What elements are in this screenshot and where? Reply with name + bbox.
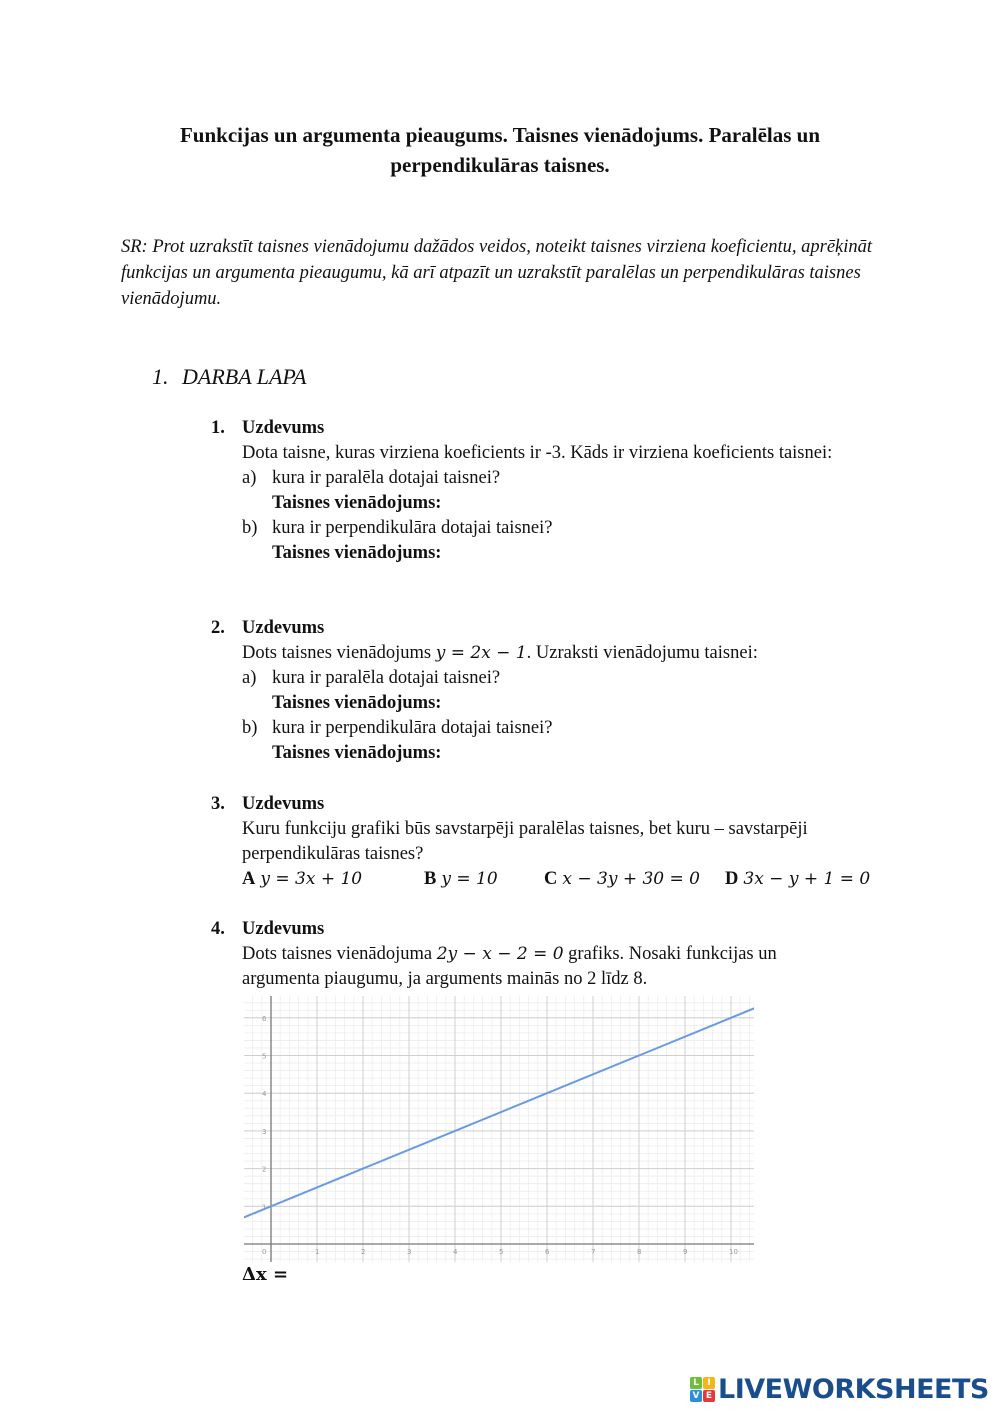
logo-tile: E: [703, 1390, 715, 1402]
minor-grid: [244, 996, 754, 1262]
svg-text:2: 2: [361, 1248, 366, 1256]
answer-label: Taisnes vienādojums:: [272, 693, 442, 713]
section-label: DARBA LAPA: [182, 364, 307, 389]
section-number: 1.: [152, 364, 169, 389]
logo-text: LIVEWORKSHEETS: [718, 1374, 989, 1405]
option-c: C x − 3y + 30 = 0: [544, 869, 700, 889]
svg-text:8: 8: [637, 1248, 642, 1256]
subitem-a: a) kura ir paralēla dotajai taisnei?: [242, 468, 501, 488]
subitem-b: b) kura ir perpendikulāra dotajai taisnei?: [242, 518, 553, 538]
svg-text:4: 4: [453, 1248, 458, 1256]
logo-tile: L: [690, 1377, 702, 1389]
equation: y = 2x − 1: [435, 643, 527, 663]
svg-text:1: 1: [315, 1248, 320, 1256]
svg-text:5: 5: [262, 1052, 267, 1061]
section-heading: [152, 364, 306, 390]
answer-options: [242, 867, 891, 892]
task-number: 3.: [211, 794, 225, 814]
task-heading: Uzdevums: [242, 794, 325, 814]
task-number: 2.: [211, 618, 225, 638]
svg-text:6: 6: [262, 1014, 267, 1023]
delta-x-answer: Δx =: [242, 1264, 289, 1285]
learning-objective: SR: Prot uzrakstīt taisnes vienādojumu dažādos veidos, noteikt taisnes virziena koeficientu, aprēķināt funkcijas un argumenta pieaugumu, kā arī atpazīt un uzrakstīt paralēlas un perpendikulāras taisnes vienādojumu.: [121, 237, 873, 309]
task-1: [211, 416, 891, 566]
task-text: Kuru funkciju grafiki būs savstarpēji paralēlas taisnes, bet kuru – savstarpēji perpendikulāras taisnes?: [242, 819, 808, 864]
subitem-b: b) kura ir perpendikulāra dotajai taisnei?: [242, 718, 553, 738]
svg-text:9: 9: [683, 1248, 688, 1256]
logo-tile: I: [703, 1377, 715, 1389]
svg-text:1: 1: [262, 1203, 267, 1212]
answer-label: Taisnes vienādojums:: [272, 543, 442, 563]
major-grid: [244, 996, 754, 1262]
equation: 2y − x − 2 = 0: [436, 944, 564, 964]
axes: [244, 996, 754, 1262]
svg-text:6: 6: [545, 1248, 550, 1256]
liveworksheets-logo: [690, 1374, 989, 1405]
svg-text:5: 5: [499, 1248, 504, 1256]
task-number: 4.: [211, 919, 225, 939]
task-2: [211, 616, 891, 766]
task-text: Dots taisnes vienādojums y = 2x − 1. Uzraksti vienādojumu taisnei:: [242, 643, 758, 663]
svg-text:2: 2: [262, 1165, 267, 1174]
data-line: [244, 1006, 754, 1217]
task-4: [211, 917, 891, 992]
option-b: B y = 10: [424, 869, 498, 889]
logo-icon: [690, 1377, 715, 1402]
task-heading: Uzdevums: [242, 418, 325, 438]
svg-text:10: 10: [729, 1248, 738, 1256]
svg-text:4: 4: [262, 1090, 267, 1099]
subitem-a: a) kura ir paralēla dotajai taisnei?: [242, 668, 501, 688]
svg-text:7: 7: [591, 1248, 596, 1256]
task-number: 1.: [211, 418, 225, 438]
answer-label: Taisnes vienādojums:: [272, 493, 442, 513]
task-heading: Uzdevums: [242, 919, 325, 939]
task-3: [211, 792, 891, 892]
task-text: Dots taisnes vienādojuma 2y − x − 2 = 0 grafiks. Nosaki funkcijas un argumenta piaugumu, ja arguments mainās no 2 līdz 8.: [242, 944, 777, 989]
option-a: A y = 3x + 10: [242, 869, 363, 889]
document-title: Funkcijas un argumenta pieaugums. Taisnes vienādojums. Paralēlas un perpendikulāras taisnes.: [179, 123, 821, 177]
svg-text:0: 0: [262, 1248, 267, 1256]
task-text: Dota taisne, kuras virziena koeficients ir -3. Kāds ir virziena koeficients taisnei:: [242, 443, 833, 463]
svg-text:3: 3: [407, 1248, 412, 1256]
answer-label: Taisnes vienādojums:: [272, 743, 442, 763]
task-heading: Uzdevums: [242, 618, 325, 638]
svg-text:3: 3: [262, 1127, 267, 1136]
logo-tile: V: [690, 1390, 702, 1402]
option-d: D 3x − y + 1 = 0: [725, 869, 871, 889]
line-graph: [244, 996, 754, 1262]
